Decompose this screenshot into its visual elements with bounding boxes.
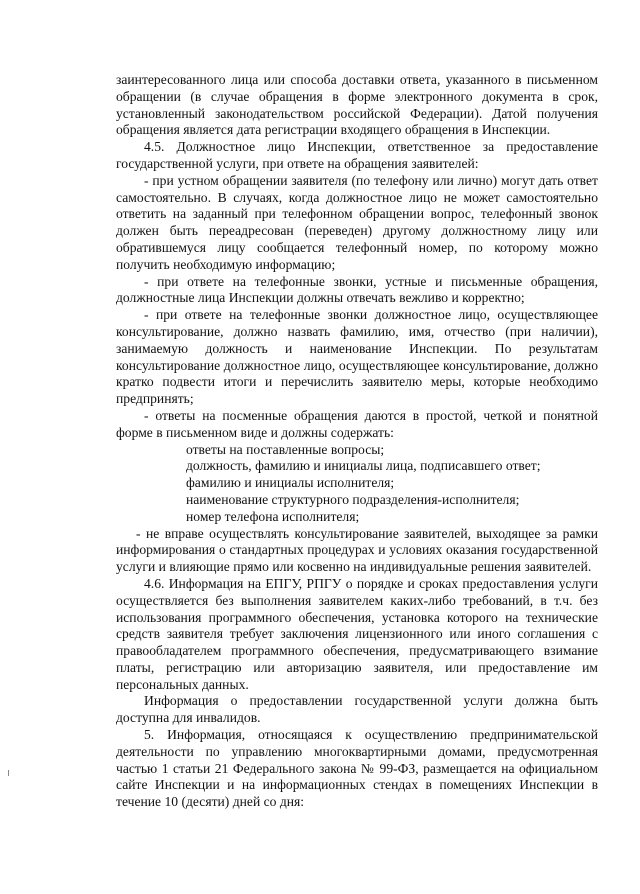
paragraph: Информация о предоставлении государственной услуги должна быть доступна для инвалидов.	[116, 693, 598, 726]
paragraph: 5. Информация, относящаяся к осуществлению предпринимательской деятельности по управлению многоквартирными домами, предусмотренная частью 1 статьи 21 Федерального закона № 99-ФЗ, размещается на официальном сайте Инспекции и на информационных стендах в помещениях Инспекции в течение 10 (десяти) дней со дня:	[116, 727, 598, 810]
document-page	[116, 72, 598, 811]
paragraph: - при ответе на телефонные звонки, устные и письменные обращения, должностные лица Инспекции должны отвечать вежливо и корректно;	[116, 273, 598, 306]
paragraph: - не вправе осуществлять консультирование заявителей, выходящее за рамки информирования о стандартных процедурах и условиях оказания государственной услуги и влияющие прямо или косвенно на индивидуальные решения заявителей.	[116, 525, 598, 575]
list-item: должность, фамилию и инициалы лица, подписавшего ответ;	[186, 458, 541, 474]
list-item: наименование структурного подразделения-исполнителя;	[186, 491, 520, 507]
paragraph: - ответы на посменные обращения даются в простой, четкой и понятной форме в письменном виде и должны содержать:	[116, 407, 598, 440]
paragraph: 4.5. Должностное лицо Инспекции, ответственное за предоставление государственной услуги, при ответе на обращения заявителей:	[116, 139, 598, 171]
margin-mark	[8, 770, 9, 776]
paragraph: 4.6. Информация на ЕПГУ, РПГУ о порядке и сроках предоставления услуги осуществляется без выполнения заявителем каких-либо требований, в т.ч. без использования программного обеспечения, установка которого на технические средств заявителя требует заключения лицензионного или иного соглашения с правообладателем программного обеспечения, предусматривающего взимание платы, регистрацию или авторизацию заявителя, или предоставление им персональных данных.	[116, 575, 598, 692]
paragraph: - при ответе на телефонные звонки должностное лицо, осуществляющее консультирование, должно назвать фамилию, имя, отчество (при наличии), занимаемую должность и наименование Инспекции. По результатам консультирование должностное лицо, осуществляющее консультирование, должно кратко подвести итоги и перечислить заявителю меры, которые необходимо предпринять;	[116, 307, 598, 407]
list-item: номер телефона исполнителя;	[186, 508, 360, 524]
list-item: ответы на поставленные вопросы;	[186, 441, 385, 457]
paragraph: - при устном обращении заявителя (по телефону или лично) могут дать ответ самостоятельно. В случаях, когда должностное лицо не может самостоятельно ответить на заданный при телефонном обращении вопрос, телефонный звонок должен быть переадресован (переведен) другому должностному лицу или обратившемуся лицу сообщается телефонный номер, по которому можно получить необходимую информацию;	[116, 172, 598, 272]
list-item: фамилию и инициалы исполнителя;	[186, 475, 395, 491]
paragraph: заинтересованного лица или способа доставки ответа, указанного в письменном обращении (в случае обращения в форме электронного документа в срок, установленный законодательством российской Федерации). Датой получения обращения является дата регистрации входящего обращения в Инспекции.	[116, 72, 598, 138]
